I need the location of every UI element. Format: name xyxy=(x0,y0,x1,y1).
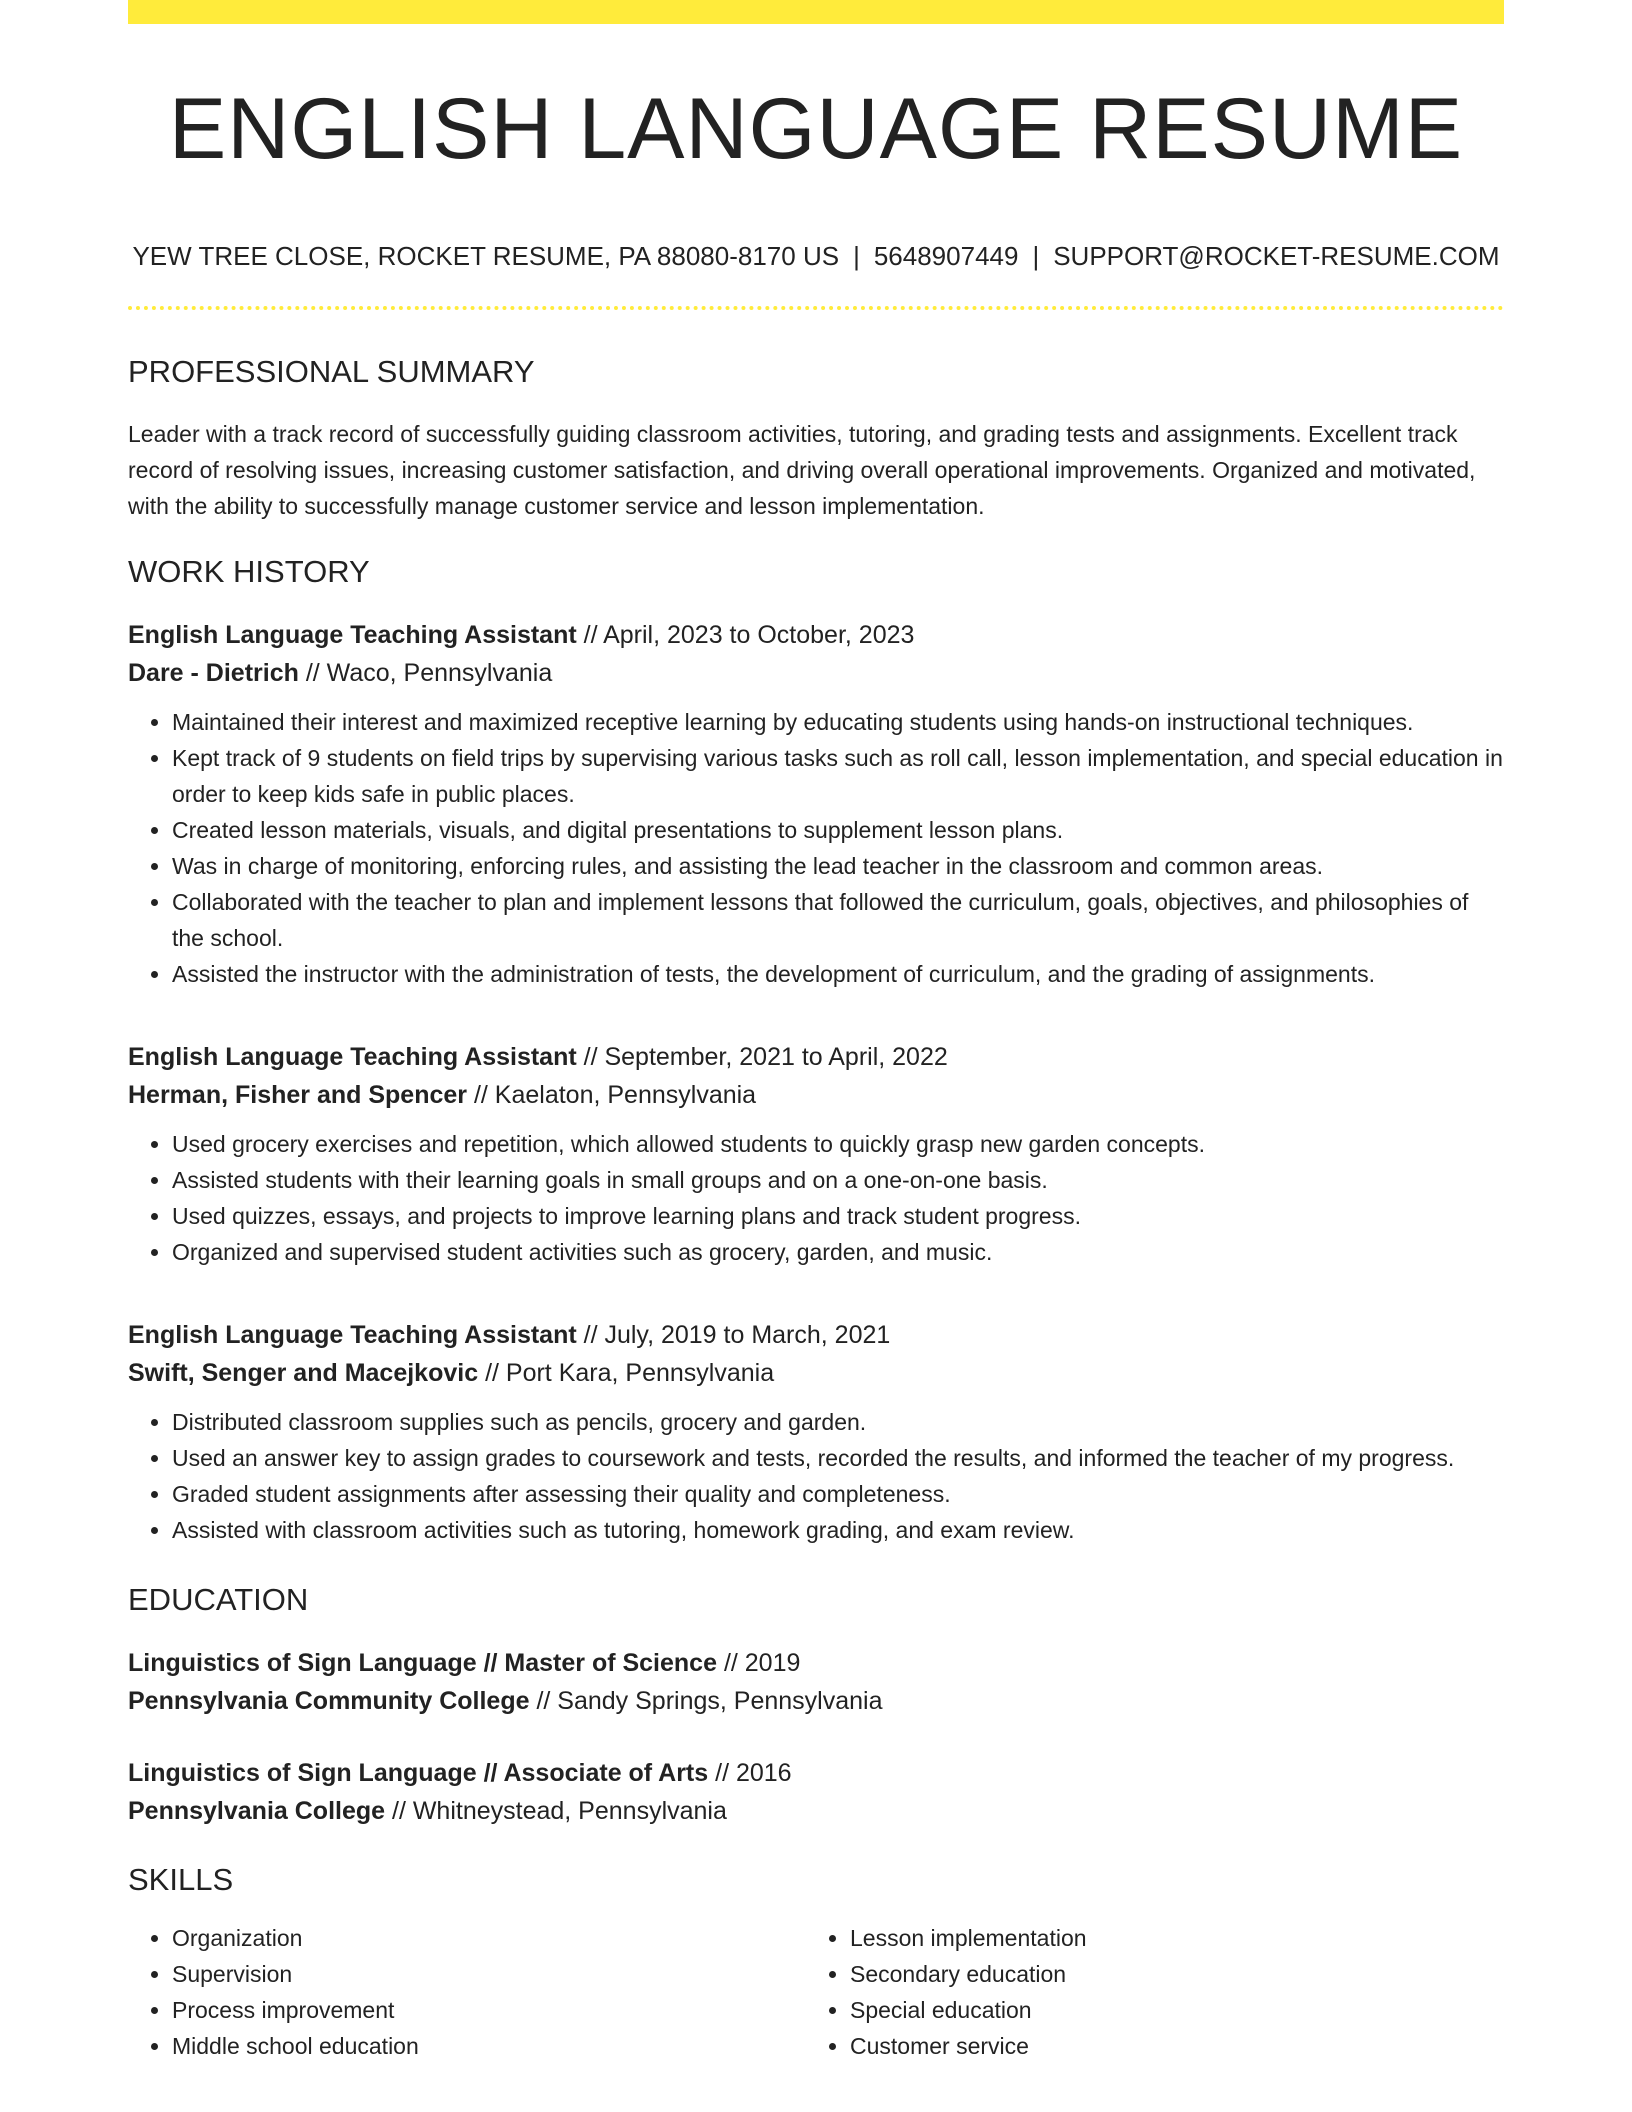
job-bullet: • Distributed classroom supplies such as pencils, grocery and garden. xyxy=(172,1404,1504,1440)
education-school-line xyxy=(128,1682,1504,1720)
job-role: English Language Teaching Assistant xyxy=(128,1042,577,1071)
job-employer-line xyxy=(128,1354,1504,1392)
contact-phone: 5648907449 xyxy=(873,240,1019,271)
job-bullet: • Used quizzes, essays, and projects to improve learning plans and track student progress. xyxy=(172,1198,1504,1234)
job-bullet: • Organized and supervised student activities such as grocery, garden, and music. xyxy=(172,1234,1504,1270)
dotted-divider xyxy=(128,306,1504,310)
job-employer: Dare - Dietrich xyxy=(128,658,299,687)
contact-separator: | xyxy=(853,240,860,271)
job-bullets xyxy=(128,1126,1504,1270)
job-location: // Port Kara, Pennsylvania xyxy=(478,1358,775,1387)
education-entry xyxy=(128,1644,1504,1720)
education-heading: EDUCATION xyxy=(128,1581,309,1617)
job-role: English Language Teaching Assistant xyxy=(128,620,577,649)
job-bullets xyxy=(128,1404,1504,1548)
education-year: // 2016 xyxy=(708,1758,792,1787)
skill-item: • Customer service xyxy=(850,2028,1484,2064)
skill-item: • Special education xyxy=(850,1992,1484,2028)
skill-item: • Middle school education xyxy=(172,2028,806,2064)
contact-line xyxy=(128,241,1504,272)
education-location: // Whitneystead, Pennsylvania xyxy=(385,1796,727,1825)
education-degree-line xyxy=(128,1754,1504,1792)
job-entry xyxy=(128,616,1504,992)
job-bullet: • Graded student assignments after assessing their quality and completeness. xyxy=(172,1476,1504,1512)
job-bullet: • Used an answer key to assign grades to coursework and tests, recorded the results, and informed the teacher of my progress. xyxy=(172,1440,1504,1476)
job-bullet: • Collaborated with the teacher to plan and implement lessons that followed the curriculum, goals, objectives, and philosophies of the school. xyxy=(172,884,1504,956)
work-history-heading: WORK HISTORY xyxy=(128,553,370,589)
education-school-line xyxy=(128,1792,1504,1830)
resume-page xyxy=(128,0,1504,2064)
education-school: Pennsylvania College xyxy=(128,1796,386,1825)
skills-heading: SKILLS xyxy=(128,1861,234,1897)
job-bullet: • Assisted with classroom activities such as tutoring, homework grading, and exam review. xyxy=(172,1512,1504,1548)
job-entry xyxy=(128,1316,1504,1548)
skill-item: • Supervision xyxy=(172,1956,806,1992)
education-degree: Linguistics of Sign Language // Associate of Arts xyxy=(128,1758,709,1787)
job-dates: // April, 2023 to October, 2023 xyxy=(576,620,915,649)
job-dates: // July, 2019 to March, 2021 xyxy=(576,1320,891,1349)
job-role: English Language Teaching Assistant xyxy=(128,1320,577,1349)
skill-item: • Organization xyxy=(172,1920,806,1956)
education-entry xyxy=(128,1754,1504,1830)
education-school: Pennsylvania Community College xyxy=(128,1686,530,1715)
summary-heading: PROFESSIONAL SUMMARY xyxy=(128,353,535,389)
skill-item: • Process improvement xyxy=(172,1992,806,2028)
job-title-line xyxy=(128,1038,1504,1076)
job-title-line xyxy=(128,1316,1504,1354)
job-bullets xyxy=(128,704,1504,992)
contact-email[interactable]: SUPPORT@ROCKET-RESUME.COM xyxy=(1053,240,1500,271)
contact-separator: | xyxy=(1032,240,1040,271)
job-bullet: • Used grocery exercises and repetition, which allowed students to quickly grasp new garden concepts. xyxy=(172,1126,1504,1162)
summary-text: Leader with a track record of successfully guiding classroom activities, tutoring, and grading tests and assignments. Excellent track record of resolving issues, increasing customer satisfaction, and driving overall operational improvements. Organized and motivated, with the ability to successfully manage customer service and lesson implementation. xyxy=(128,420,1476,519)
resume-title: ENGLISH LANGUAGE RESUME xyxy=(168,81,1464,177)
education-year: // 2019 xyxy=(717,1648,801,1677)
top-accent-bar xyxy=(128,0,1504,24)
job-employer-line xyxy=(128,654,1504,692)
job-bullet: • Assisted students with their learning goals in small groups and on a one-on-one basis. xyxy=(172,1162,1504,1198)
skill-item: • Lesson implementation xyxy=(850,1920,1484,1956)
job-location: // Kaelaton, Pennsylvania xyxy=(467,1080,757,1109)
job-employer-line xyxy=(128,1076,1504,1114)
job-bullet: • Assisted the instructor with the administration of tests, the development of curriculum, and the grading of assignments. xyxy=(172,956,1504,992)
job-location: // Waco, Pennsylvania xyxy=(298,658,553,687)
job-bullet: • Maintained their interest and maximized receptive learning by educating students using hands-on instructional techniques. xyxy=(172,704,1504,740)
skills-columns xyxy=(128,1920,1504,2064)
work-history-list xyxy=(128,616,1504,1548)
contact-address: YEW TREE CLOSE, ROCKET RESUME, PA 88080-8170 US xyxy=(132,240,840,271)
job-bullet: • Was in charge of monitoring, enforcing rules, and assisting the lead teacher in the classroom and common areas. xyxy=(172,848,1504,884)
skills-left-column xyxy=(128,1920,806,2064)
job-entry xyxy=(128,1038,1504,1270)
job-bullet: • Created lesson materials, visuals, and digital presentations to supplement lesson plans. xyxy=(172,812,1504,848)
education-location: // Sandy Springs, Pennsylvania xyxy=(529,1686,883,1715)
education-degree: Linguistics of Sign Language // Master of Science xyxy=(128,1648,717,1677)
job-title-line xyxy=(128,616,1504,654)
education-list xyxy=(128,1644,1504,1830)
job-employer: Swift, Senger and Macejkovic xyxy=(128,1358,479,1387)
skills-right-column xyxy=(806,1920,1484,2064)
skill-item: • Secondary education xyxy=(850,1956,1484,1992)
job-employer: Herman, Fisher and Spencer xyxy=(128,1080,468,1109)
job-bullet: • Kept track of 9 students on field trips by supervising various tasks such as roll call, lesson implementation, and special education in order to keep kids safe in public places. xyxy=(172,740,1504,812)
education-degree-line xyxy=(128,1644,1504,1682)
job-dates: // September, 2021 to April, 2022 xyxy=(576,1042,948,1071)
